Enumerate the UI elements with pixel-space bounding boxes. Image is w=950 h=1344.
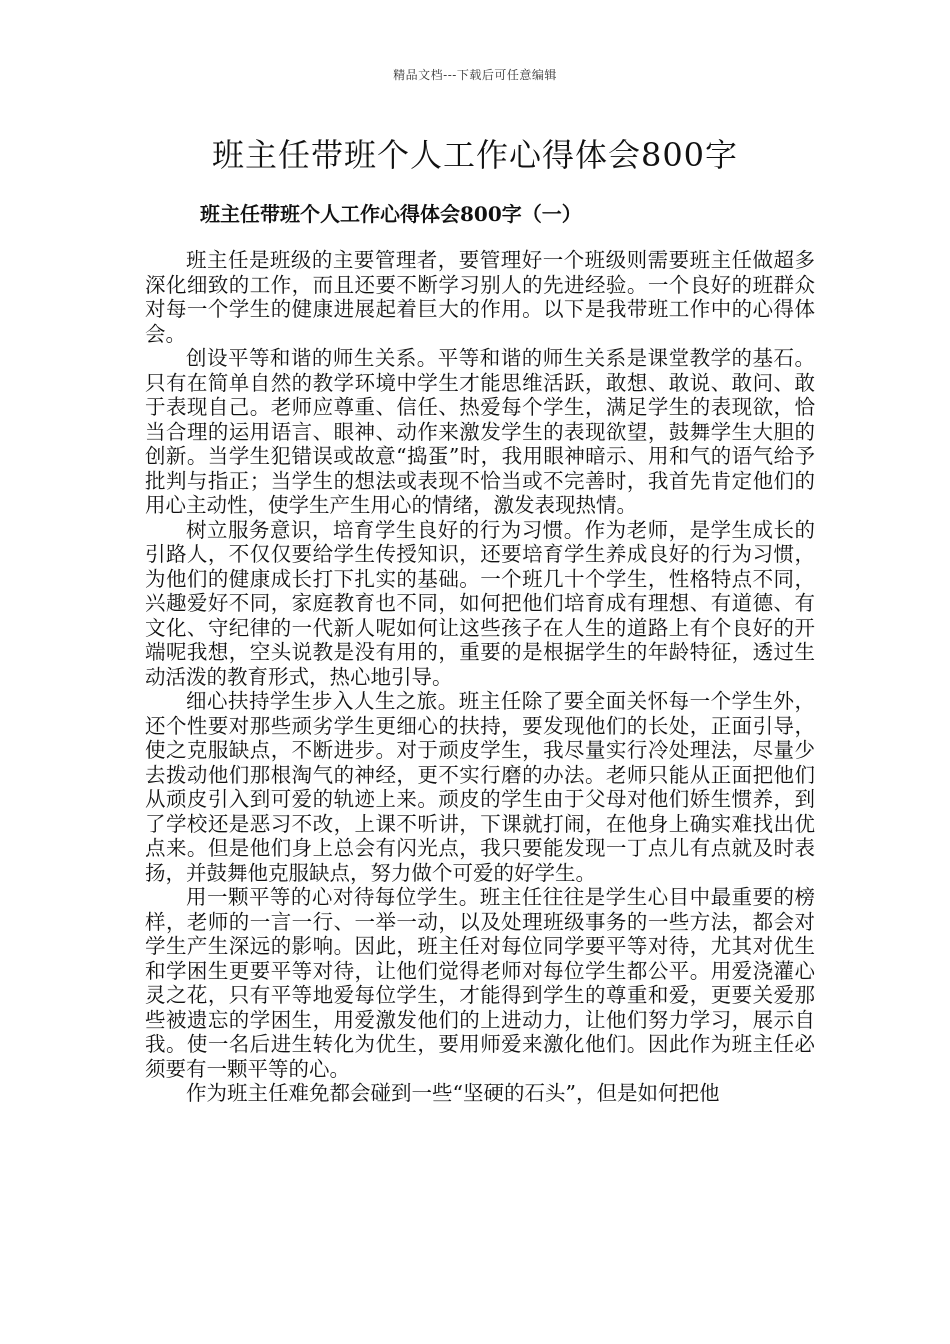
paragraph: 作为班主任难免都会碰到一些“坚硬的石头”，但是如何把他 (186, 1081, 720, 1105)
header-note: 精品文档---下载后可任意编辑 (393, 68, 557, 82)
paragraph: 细心扶持学生步入人生之旅。班主任除了要全面关怀每一个学生外，还个性要对那些顽劣学生更细心的扶持，要发现他们的长处，正面引导，使之克服缺点，不断进步。对于顽皮学生，我尽量实行冷处理法，尽量少去拨动他们那根淘气的神经，更不实行磨的办法。老师只能从正面把他们从顽皮引入到可爱的轨迹上来。顽皮的学生由于父母对他们娇生惯养，到了学校还是恶习不改，上课不听讲，下课就打闹，在他身上确实难找出优点来。但是他们身上总会有闪光点，我只要能发现一丁点儿有点就及时表扬，并鼓舞他克服缺点，努力做个可爱的好学生。 (145, 689, 815, 885)
paragraph: 班主任是班级的主要管理者，要管理好一个班级则需要班主任做超多深化细致的工作，而且还要不断学习别人的先进经验。一个良好的班群众对每一个学生的健康进展起着巨大的作用。以下是我带班工作中的心得体会。 (145, 248, 815, 346)
paragraph: 树立服务意识，培育学生良好的行为习惯。作为老师，是学生成长的引路人，不仅仅要给学生传授知识，还要培育学生养成良好的行为习惯，为他们的健康成长打下扎实的基础。一个班几十个学生，性格特点不同，兴趣爱好不同，家庭教育也不同，如何把他们培育成有理想、有道德、有文化、守纪律的一代新人呢如何让这些孩子在人生的道路上有个良好的开端呢我想，空头说教是没有用的，重要的是根据学生的年龄特征，透过生动活泼的教育形式，热心地引导。 (145, 517, 815, 689)
paragraph: 用一颗平等的心对待每位学生。班主任往往是学生心目中最重要的榜样，老师的一言一行、一举一动，以及处理班级事务的一些方法，都会对学生产生深远的影响。因此，班主任对每位同学要平等对待，尤其对优生和学困生更要平等对待，让他们觉得老师对每位学生都公平。用爱浇灌心灵之花，只有平等地爱每位学生，才能得到学生的尊重和爱，更要关爱那些被遗忘的学困生，用爱激发他们的上进动力，让他们努力学习，展示自我。使一名后进生转化为优生，要用师爱来激化他们。因此作为班主任必须要有一颗平等的心。 (145, 885, 815, 1081)
section-subtitle: 班主任带班个人工作心得体会800字（一） (200, 202, 582, 226)
document-title: 班主任带班个人工作心得体会800字 (211, 136, 739, 174)
paragraph: 创设平等和谐的师生关系。平等和谐的师生关系是课堂教学的基石。只有在简单自然的教学环境中学生才能思维活跃，敢想、敢说、敢问、敢于表现自己。老师应尊重、信任、热爱每个学生，满足学生的表现欲，恰当合理的运用语言、眼神、动作来激发学生的表现欲望，鼓舞学生大胆的创新。当学生犯错误或故意“捣蛋”时，我用眼神暗示、用和气的语气给予批判与指正；当学生的想法或表现不恰当或不完善时，我首先肯定他们的用心主动性，使学生产生用心的情绪，激发表现热情。 (145, 346, 815, 517)
body-text (145, 248, 815, 1106)
